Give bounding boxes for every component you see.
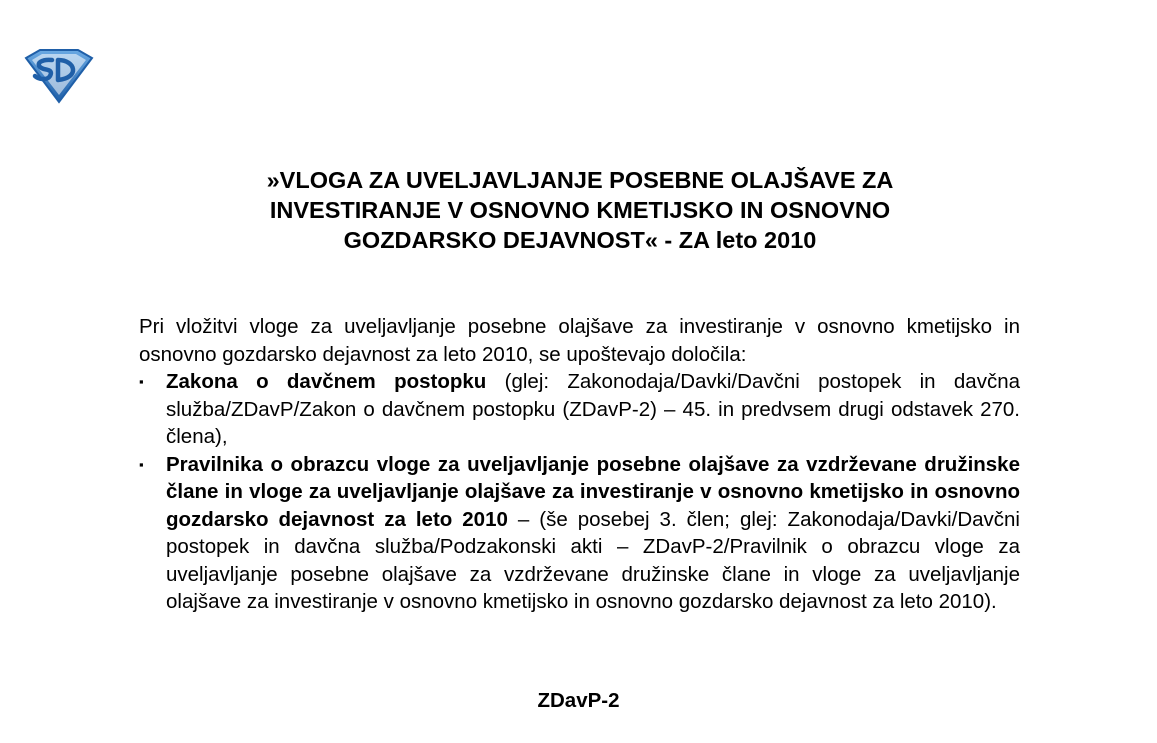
title-line: INVESTIRANJE V OSNOVNO KMETIJSKO IN OSNOVNO [269, 197, 891, 223]
logo [22, 48, 96, 104]
regulation-name: Pravilnika o obrazcu vloge za uveljavljanje posebne olajšave za vzdrževane družinske člane in vloge za uveljavljanje olajšave za investiranje v osnovno kmetijsko in osnovno gozdarsko dejavnost za leto 2010 [166, 452, 1020, 531]
bullet-icon: ▪ [139, 374, 144, 389]
regulation-list [139, 368, 1020, 616]
regulation-reference: (glej: Zakonodaja/Davki/Davčni postopek in davčna služba/ZDavP/Zakon o davčnem postopku (ZDavP-2) – 45. in predvsem drugi odstavek 270. člena), [166, 370, 1020, 448]
regulation-name: Zakona o davčnem postopku [166, 370, 487, 393]
document-body [139, 313, 1020, 616]
logo-emblem [22, 48, 96, 104]
footer-label: ZDavP-2 [537, 689, 620, 712]
bullet-icon: ▪ [139, 456, 144, 472]
intro-paragraph: Pri vložitvi vloge za uveljavljanje posebne olajšave za investiranje v osnovno kmetijsko in osnovno gozdarsko dejavnost za leto 2010, se upoštevajo določila: [139, 315, 1020, 366]
title-line: »VLOGA ZA UVELJAVLJANJE POSEBNE OLAJŠAVE ZA [266, 167, 894, 193]
document-title [140, 165, 1020, 255]
list-item [139, 368, 1020, 451]
title-line: GOZDARSKO DEJAVNOST« - ZA leto 2010 [343, 227, 817, 253]
regulation-reference: – (še posebej 3. člen; glej: Zakonodaja/Davki/Davčni postopek in davčna služba/Podzakonski akti – ZDavP-2/Pravilnik o obrazcu vloge za uveljavljanje posebne olajšave za vzdrževane družinske člane in vloge za uveljavljanje olajšave za investiranje v osnovno kmetijsko in osnovno gozdarsko dejavnost za leto 2010). [166, 507, 1020, 613]
list-item [139, 451, 1020, 616]
